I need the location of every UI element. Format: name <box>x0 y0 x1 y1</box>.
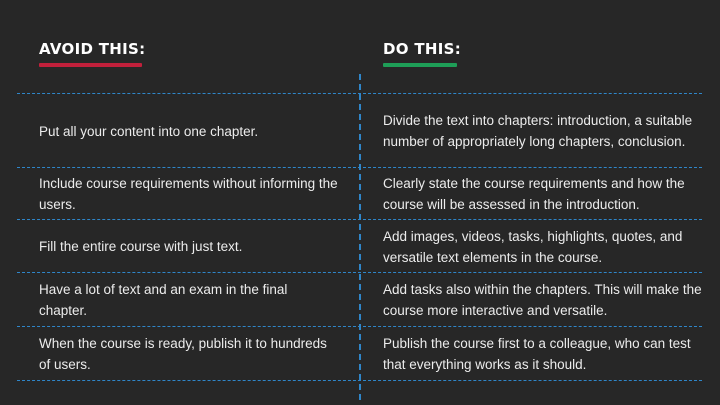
do-item <box>383 169 709 219</box>
row-divider-4 <box>17 326 702 327</box>
avoid-heading-text: AVOID THIS: <box>39 40 146 58</box>
row-divider-2 <box>17 219 702 220</box>
do-item-text: Publish the course first to a colleague, who can test that everything works as it should. <box>383 336 691 372</box>
avoid-item <box>39 221 339 272</box>
do-item-text: Add tasks also within the chapters. This will make the course more interactive and versatile. <box>383 282 702 318</box>
avoid-item <box>39 274 339 326</box>
row-divider-bottom <box>17 380 702 381</box>
do-heading-underline <box>383 63 457 67</box>
column-divider <box>359 74 361 400</box>
row-divider-3 <box>17 272 702 273</box>
avoid-item-text: When the course is ready, publish it to hundreds of users. <box>39 336 327 372</box>
avoid-heading-underline <box>39 63 142 67</box>
do-item-text: Add images, videos, tasks, highlights, quotes, and versatile text elements in the course. <box>383 228 683 265</box>
avoid-item-text: Put all your content into one chapter. <box>39 123 259 139</box>
row-divider-1 <box>17 167 702 168</box>
do-item <box>383 274 709 326</box>
avoid-item-text: Fill the entire course with just text. <box>39 239 243 254</box>
do-heading <box>383 40 461 67</box>
avoid-heading <box>39 40 145 67</box>
do-item <box>383 221 709 272</box>
avoid-item <box>39 95 339 167</box>
do-item <box>383 328 709 380</box>
do-item-text: Divide the text into chapters: introduction, a suitable number of appropriately long chapters, conclusion. <box>383 113 693 149</box>
do-item-text: Clearly state the course requirements and how the course will be assessed in the introduction. <box>383 176 685 212</box>
avoid-item-text: Include course requirements without informing the users. <box>39 176 338 212</box>
do-heading-text: DO THIS: <box>383 40 461 58</box>
row-divider-top <box>17 93 702 94</box>
avoid-item <box>39 169 339 219</box>
do-item <box>383 95 709 167</box>
avoid-item <box>39 328 339 380</box>
avoid-item-text: Have a lot of text and an exam in the final chapter. <box>39 282 288 318</box>
